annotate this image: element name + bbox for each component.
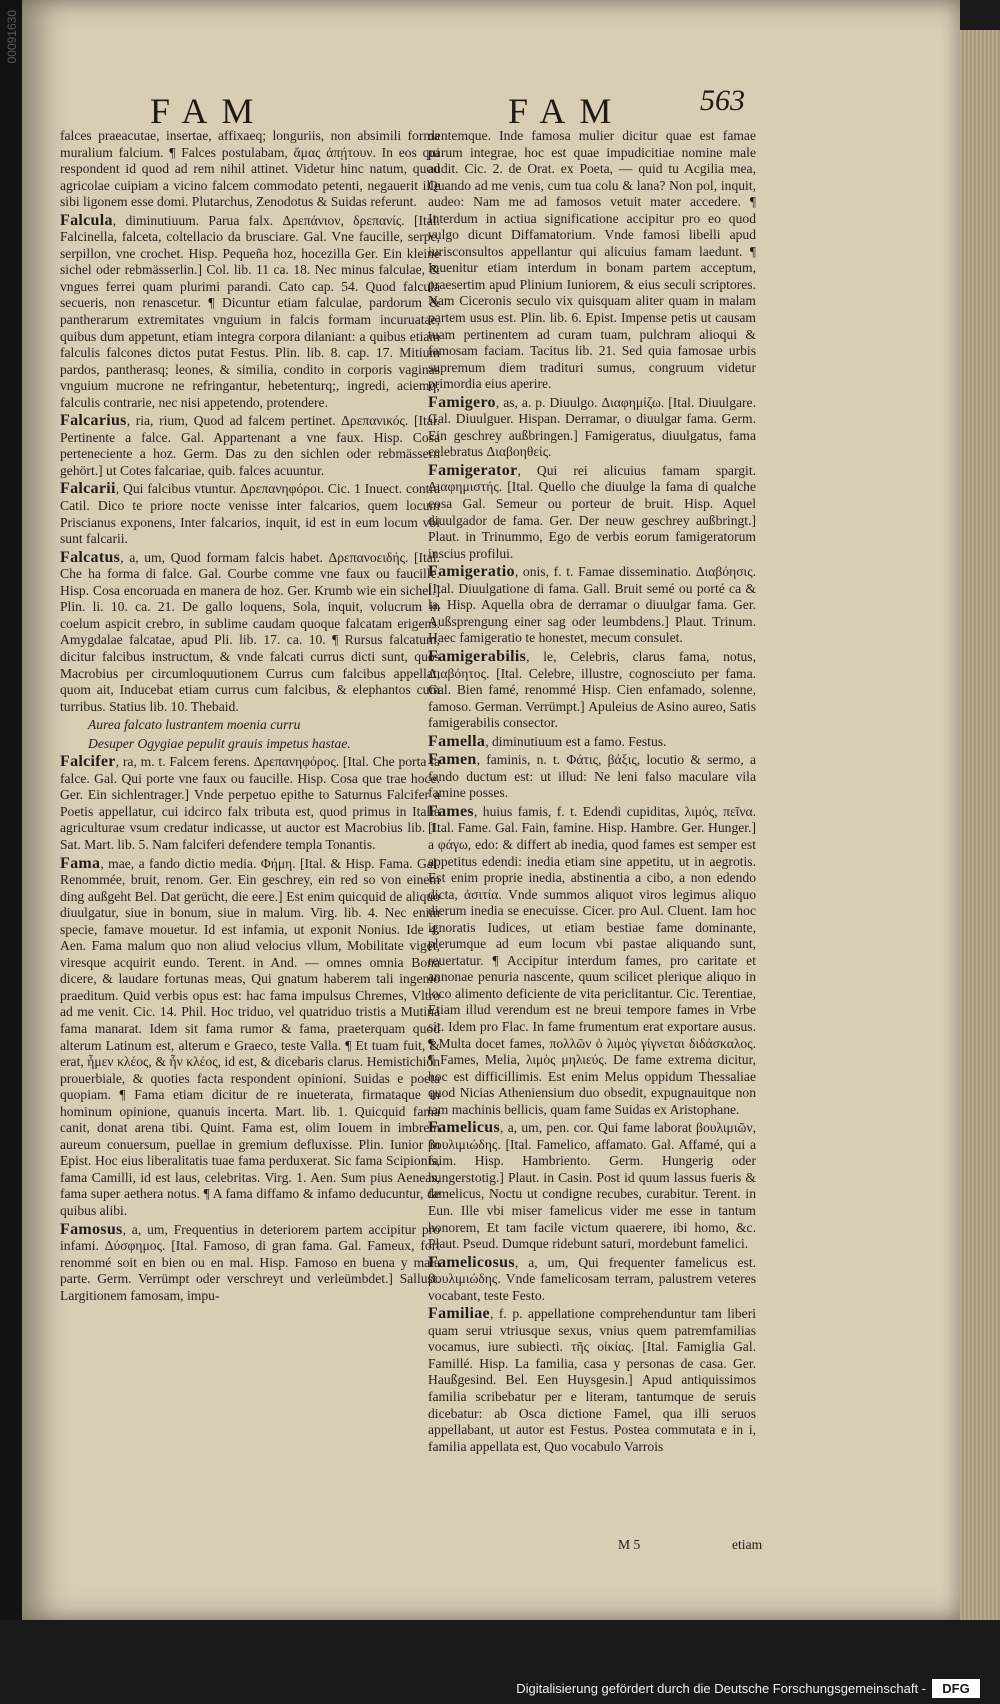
footer-bar xyxy=(0,1620,1000,1704)
signature-mark: M 5 xyxy=(618,1537,641,1552)
dictionary-entry: Famelicosus, a, um, Qui frequenter famelicus est. βουλιμιώδης. Vnde famelicosam terram, palustrem veteres vocabant, teste Festo. xyxy=(428,1253,756,1303)
dictionary-entry: Familiae, f. p. appellatione comprehenduntur tam liberi quam serui vtriusque sexus, vnius quem patremfamilias vocamus, iure subiecti. τῆς οἰκίας. [Ital. Famiglia Gal. Famillé. Hisp. La familia, casa y personas de casa. Ger. Haußgesind. Bel. Een Huysgesin.] Apud antiquissimos familia scribebatur per e literam, tantumque de seruis dicebatur: ab Osca dictione Famel, qua illi seruos appellabant, ut autor est Festus. Postea commutata e in i, familia appellata est, Quo vocabulo Varrois xyxy=(428,1305,756,1454)
headword: Famosus xyxy=(60,1220,123,1238)
headword: Fama xyxy=(60,854,101,872)
right-column xyxy=(428,128,756,1457)
headword: Famelicus xyxy=(428,1119,501,1137)
dictionary-entry: Famosus, a, um, Frequentius in deteriorem partem accipitur pro infami. Δύσφημος. [Ital. Famoso, di gran fama. Gal. Fameux, fort renommé soit en bien ou en mal. Hisp. Famoso en buena y mala parte. Germ. Verrümpt oder verschreyt und verleümbdet.] Sallust. Largitionem famosam, impu- xyxy=(60,1220,440,1303)
left-column xyxy=(60,128,440,1306)
funding-credit: Digitalisierung gefördert durch die Deutsche Forschungsgemeinschaft - xyxy=(516,1681,926,1696)
headword: Famigerabilis xyxy=(428,647,527,665)
headword: Falcatus xyxy=(60,548,121,566)
catchword: etiam xyxy=(732,1537,763,1552)
headword: Famigeratio xyxy=(428,563,515,581)
scan-id-label: 00091630 xyxy=(5,10,19,64)
headword: Falcarii xyxy=(60,480,116,498)
dictionary-entry: Fames, huius famis, f. t. Edendi cupiditas, λιμός, πεῖνα. [Ital. Fame. Gal. Fain, famine. Hisp. Hambre. Ger. Hunger.] a φάγω, edo: & differt ab inedia, quod fames est semper est appetitus edendi: inedia etiam sine appetitu, ut in aegrotis. Est enim proprie inedia, abstinentia a cibo, a non edendo dicta, ἀσιτία. Vnde summos aliquot viros legimus aliquo dierum inedia se enecuisse. Cicer. pro Aul. Cluent. Iam hoc ignoratis Iudices, ut etiam bestiae fame dominante, plerumque ad eum locum vbi pastae aliquando sunt, reuertatur. ¶ Accipitur interdum fames, pro caritate et annonae penuria nascente, quum scilicet plerique aliquo in loco alimento deficiente de vita periclitantur. Cic. Terentiae, Etiam illud verendum est ne breui tempore fames in Vrbe sit. Idem pro Flac. In fame frumentum erat exportare ausus. ¶ Multa docet fames, πολλῶν ὁ λιμὸς γίγνεται διδάσκαλος. ¶ Fames, Melia, λιμὸς μηλιεύς. De fame extrema dicitur, hoc est difficillimis. Est enim Melus oppidum Thessaliae quod Nicias Atheniensium duo obsedit, expugnauitque non tam machinis bellicis, quam fame Suidas ex Aristophane. xyxy=(428,802,756,1117)
headword: Falcula xyxy=(60,211,113,229)
dictionary-entry: Falcifer, ra, m. t. Falcem ferens. Δρεπανηφόρος. [Ital. Che porta la falce. Gal. Qui porte vne faux ou faucille. Hisp. Cosa que trae hoce. Ger. Ein sichlentrager.] Vnde perpetuo epithe to Saturnus Falcifer a Poetis appellatur, cui idcirco falx tributa est, quod primus in Italia agriculturae vsum credatur indicasse, ut auctor est Macrobius lib. 1. Sat. Mart. lib. 5. Nam falciferi defendere templa Tonantis. xyxy=(60,753,440,852)
headword: Famigero xyxy=(428,393,496,411)
headword: Famen xyxy=(428,751,477,769)
page-number: 563 xyxy=(700,84,745,117)
headword: Fames xyxy=(428,802,474,820)
verse-line: Desuper Ogygiae pepulit grauis impetus hastae. xyxy=(88,735,351,751)
dictionary-entry: Famigero, as, a. p. Diuulgo. Διαφημίζω. [Ital. Diuulgare. Gal. Diuulguer. Hispan. Derramar, o diuulgar fama. Germ. Ein geschrey außbringen.] Famigeratus, diuulgatus, fama celebratus Διαβοηθείς. xyxy=(428,393,756,460)
headword: Falcifer xyxy=(60,753,116,771)
dictionary-entry: Famigerator, Qui rei alicuius famam spargit. Διαφημιστής. [Ital. Quello che diuulge la fama di qualche cosa Gal. Semeur ou porteur de bruit. Hisp. Aquel diuulgador de fama. Ger. Der neuw geschrey außbringt.] Plaut. in Trinummo, Ego de verbis eorum famigeratorum inscius profilui. xyxy=(428,461,756,561)
dictionary-entry: Famigeratio, onis, f. t. Famae disseminatio. Διαβόησις. [Ital. Diuulgatione di fama. Gall. Bruit semé ou porté ca & la. Hisp. Aquella obra de derramar o diuulgar fama. Ger. Außsprengung einer sag oder leumbdens.] Plaut. Trinum. Haec famigeratio te honestet, mecum consulet. xyxy=(428,563,756,646)
dictionary-entry: Famigerabilis, le, Celebris, clarus fama, notus, Διαβόητος. [Ital. Celebre, illustre, cognosciuto per fama. Gal. Bien famé, renommé Hisp. Cien enfamado, solenne, famoso. German. Verrümpt.] Apuleius de Asino aureo, Satis famigerabilis consector. xyxy=(428,647,756,731)
running-head-left: FAM xyxy=(150,91,268,131)
dictionary-entry: Famen, faminis, n. t. Φάτις, βάξις, locutio & sermo, a fando ductum est: ut illud: Ne leni falso maculare vila famine posses. xyxy=(428,751,756,801)
dictionary-entry: Famella, diminutiuum est a famo. Festus. xyxy=(428,732,667,750)
dictionary-entry: falces praeacutae, insertae, affixaeq; longuriis, non absimili forma muralium falcium. ¶ Falces postulabam, ἄμας ἀπῄτουν. In eos qui respondent id quod ad rem nihil attinet. Videtur hinc natum, quod agricolae cuipiam a vicino falcem commodato petenti, negauerit ille sibi ligonem esse domi. Plutarchus, Zenodotus & Suidas referunt. xyxy=(60,128,440,210)
dictionary-entry: Falcula, diminutiuum. Parua falx. Δρεπάνιον, δρεπανίς. [Ital. Falcinella, falceta, coltellacio da brusciare. Gal. Vne faucille, serpe, serpillon, vne crochet. Hisp. Pequeña hoz, hocezilla Ger. Ein kleine sichel oder rebmässerlin.] Col. lib. 11 ca. 18. Nec minus falculae, & vngues ferrei quam plurimi parandi. Cato cap. 54. Quod falcula secueris, non renascetur. ¶ Dicuntur etiam falculae, pardorum & pantherarum extremitates vnguium in falcis formam incuruatae, quibus dum appetunt, etiam integra corpora dilaniant: a quibus etiam falculis falcones dictos putat Festus. Plin. lib. 8. cap. 17. Mitium pardos, pantherasq; leones, & similia, condito in corporis vaginas vnguium mucrone ne refringantur, hebetenturq;, ingredi, aciemq; falculis contrarie, nec nisi appetendo, protendere. xyxy=(60,211,440,410)
dfg-logo: DFG xyxy=(932,1679,980,1698)
headword: Famigerator xyxy=(428,461,518,479)
headword: Falcarius xyxy=(60,412,127,430)
dictionary-entry: Falcarius, ria, rium, Quod ad falcem pertinet. Δρεπανικός. [Ital. Pertinente a falce. Gal. Appartenant a vne faux. Hisp. Cosa perteneciente a hoz. Germ. Das zu den sichlen oder rebmässern gehört.] ut Cotes falcariae, quib. falces acuuntur. xyxy=(60,412,440,478)
book-page xyxy=(22,0,960,1620)
dictionary-entry: Falcarii, Qui falcibus vtuntur. Δρεπανηφόροι. Cic. 1 Inuect. contra Catil. Dico te priore nocte venisse inter falcarios, quem locum Priscianus exponens, Inter falcarios, inquit, id est in eum locum vbi sunt falcarii. xyxy=(60,480,440,547)
running-head-right: FAM xyxy=(508,91,626,131)
dictionary-entry: Fama, mae, a fando dictio media. Φήμη. [Ital. & Hisp. Fama. Gal. Renommée, bruit, renom. Ger. Ein geschrey, ein red so von einem ding außgeht Bel. Dat gerücht, die eere.] Est enim quicquid de aliquo diuulgatur, siue in bonum, siue in malum. Virg. lib. 4. Nec enim specie, famave mouetur. Id est infamia, ut exponit Nonius. Ide 4. Aen. Fama malum quo non aliud velocius vllum, Mobilitate viget, viresque acquirit eundo. Terent. in And. — omnes omnia Bona dicere, & laudare fortunas meas, Qui gnatum haberem tali ingenio praeditum. Quid verbis opus est: hac fama impulsus Chremes, Vltro ad me venit. Cic. 14. Phil. Hoc triduo, vel quatriduo tristis a Mutina fama manarat. Idem sit fama rumor & fama, praeterquam quod alterum Latinum est, alterum e Graeco, teste Valla. ¶ Et tuam fuit, & erat, ἦμεν κλέος, & ἦν κλέος, id est, & dicebaris clarus. Hemistichion prouerbiale, & quoties facta respondent opinioni. Suidas e poeta quopiam. ¶ Fama etiam dicitur de re inueterata, firmataque in hominum opinione, quanuis incerta. Mart. lib. 1. Quicquid fama canit, donat arena tibi. Quint. Fama est, olim Iouem in imbrem aureum conuersum, puellae in gremium defluxisse. Plin. Iunior in Epist. Hoc eius liberalitatis tuae fama perduxerat. Sic fama Scipionis, fama Camilli, id est laus, celebritas. Virg. 1. Aen. Sum pius Aeneas, fama super aethera notus. ¶ A fama diffamo & infamo deducuntur, de quibus alibi. xyxy=(60,854,440,1218)
verse-line: Aurea falcato lustrantem moenia curru xyxy=(88,717,301,733)
book-page-edges xyxy=(960,30,1000,1620)
headword: Familiae xyxy=(428,1305,490,1323)
headword: Famelicosus xyxy=(428,1253,515,1271)
dictionary-entry: Falcatus, a, um, Quod formam falcis habet. Δρεπανοειδής. [Ital. Che ha forma di falce. Gal. Courbe comme vne faux ou faucille. Hisp. Cosa encoruada en manera de hoz. Ger. Krumb wie ein sichel.] Plin. li. 10. ca. 21. De gallo loquens, Sola, inquit, volucrum in coelum aspicit crebro, in sublime caudam quoque falcatam erigens. Amygdalae falcatae, apud Pli. lib. 17. ca. 10. ¶ Rursus falcatum, dicitur falcibus instructum, & vnde falcati currus dicti sunt, quos Macrobius per circumloquutionem Currus cum falcibus appellat, quom ait, Inducebat etiam currus cum falcibus, & elephantos cum turribus. Statius lib. 10. Thebaid. xyxy=(60,548,440,714)
dictionary-entry: Famelicus, a, um, pen. cor. Qui fame laborat βουλιμιῶν, βουλιμιώδης. [Ital. Famelico, affamato. Gal. Affamé, qui a faim. Hisp. Hambriento. Germ. Hungerig oder hungerstotig.] Plaut. in Casin. Post id quum lassus fueris & famelicus, Noctu ut condigne recubes, curabitur. Terent. in Eun. Ille vbi miser famelicus vider me esse in tantum honorem, Et tam facile victum quaerere, ibi homo, &c. Plaut. Pseud. Dumque ridebunt saturi, mordebunt famelici. xyxy=(428,1119,756,1252)
headword: Famella xyxy=(428,732,486,750)
scan-id-strip xyxy=(0,0,22,1620)
dictionary-entry: dentemque. Inde famosa mulier dicitur quae est famae parum integrae, hoc est quae impudicitiae nomine male audit. Cic. 2. de Orat. ex Poeta, — quid tu Acgilia mea, Quando ad me venis, cum tua colu & lana? Non pol, inquit, audeo: Nam me ad famosos vetuit mater accedere. ¶ Interdum in actiua significatione accipitur pro eo quod vulgo dicunt Diffamatorium. Vnde famosi libelli apud iurisconsultos appellantur qui alicuius famam laedunt. ¶ Inuenitur etiam interdum in bonam partem acceptum, praesertim apud Plinium Iuniorem, & eius seculi scriptores. Nam Ciceronis seculo vix quisquam aliter quam in malam partem usus est. Plin. lib. 6. Epist. Impense petis ut causam tuam pertinentem ad curam tuam, pulchram alioqui & famosam faciam. Tacitus lib. 21. Sed quia famosae urbis supremum diem tradituri sumus, congruum videtur primordia eius aperire. xyxy=(428,128,756,392)
